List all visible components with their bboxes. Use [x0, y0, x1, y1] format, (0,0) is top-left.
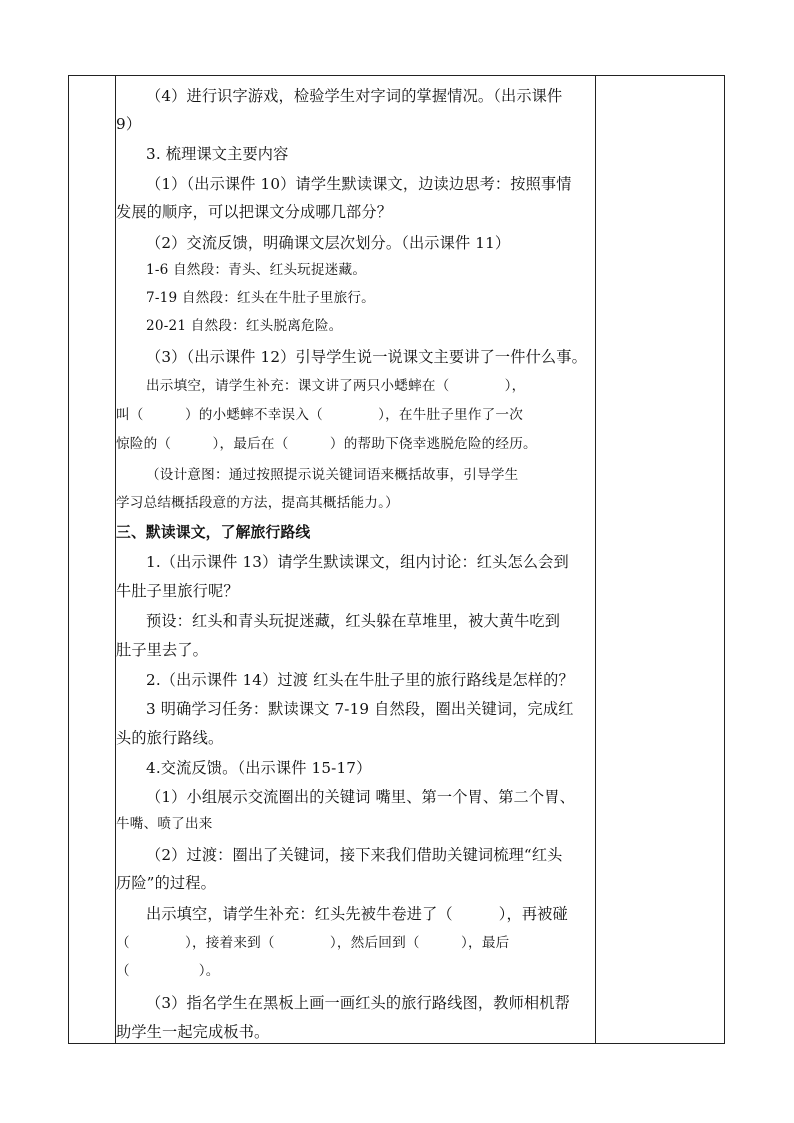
text-line: 头的旅行路线。 — [116, 729, 224, 747]
section-heading: 3. 梳理课文主要内容 — [146, 145, 289, 163]
text-line: 9） — [116, 115, 142, 133]
text-line: 发展的顺序，可以把课文分成哪几部分？ — [116, 203, 393, 221]
text-line: 助学生一起完成板书。 — [116, 1023, 270, 1041]
text-line: 1-6 自然段：青头、红头玩捉迷藏。 — [146, 262, 367, 278]
table-column-divider-left — [115, 76, 116, 1043]
text-line: （ ）。 — [116, 963, 220, 979]
table-column-divider-right — [595, 76, 596, 1043]
text-line: 出示填空，请学生补充：课文讲了两只小蟋蟀在（ ）， — [146, 378, 526, 394]
text-line: （2）过渡：圈出了关键词，接下来我们借助关键词梳理“红头 — [146, 846, 563, 864]
text-line: （3）指名学生在黑板上画一画红头的旅行路线图，教师相机帮 — [146, 994, 570, 1012]
text-line: （2）交流反馈，明确课文层次划分。（出示课件 11） — [146, 234, 511, 252]
text-line: 肚子里去了。 — [116, 641, 209, 659]
text-line: 4.交流反馈。（出示课件 15-17） — [146, 759, 372, 777]
text-line: 3 明确学习任务：默读课文 7-19 自然段，圈出关键词，完成红 — [146, 700, 574, 718]
text-line: （设计意图：通过按照提示说关键词语来概括故事，引导学生 — [146, 467, 519, 483]
text-line: 2.（出示课件 14）过渡 红头在牛肚子里的旅行路线是怎样的？ — [146, 671, 574, 689]
text-line: 7-19 自然段：红头在牛肚子里旅行。 — [146, 290, 375, 306]
text-line: 牛肚子里旅行呢？ — [116, 582, 239, 600]
text-line: 1.（出示课件 13）请学生默读课文，组内讨论：红头怎么会到 — [146, 553, 569, 571]
text-line: 历险”的过程。 — [116, 874, 216, 892]
text-line: （1）小组展示交流圈出的关键词 嘴里、第一个胃、第二个胃、 — [146, 788, 575, 806]
text-line: （ ），接着来到（ ），然后回到（ ），最后 — [116, 935, 510, 951]
text-line: （4）进行识字游戏，检验学生对字词的掌握情况。（出示课件 — [146, 87, 563, 105]
text-line: 20-21 自然段：红头脱离危险。 — [146, 318, 343, 334]
text-line: 出示填空，请学生补充：红头先被牛卷进了（ ），再被碰 — [146, 905, 568, 923]
text-line: 牛嘴、喷了出来 — [116, 816, 213, 832]
text-line: 预设：红头和青头玩捉迷藏，红头躲在草堆里，被大黄牛吃到 — [146, 612, 561, 630]
text-line: （1）（出示课件 10）请学生默读课文，边读边思考：按照事情 — [146, 175, 572, 193]
text-line: （3）（出示课件 12）引导学生说一说课文主要讲了一件什么事。 — [146, 348, 587, 366]
text-line: 叫（ ）的小蟋蟀不幸误入（ ），在牛肚子里作了一次 — [116, 407, 524, 423]
section-heading: 三、默读课文，了解旅行路线 — [116, 524, 311, 541]
text-line: 惊险的（ ），最后在（ ）的帮助下侥幸逃脱危险的经历。 — [116, 436, 537, 452]
text-line: 学习总结概括段意的方法，提高其概括能力。） — [116, 495, 399, 511]
